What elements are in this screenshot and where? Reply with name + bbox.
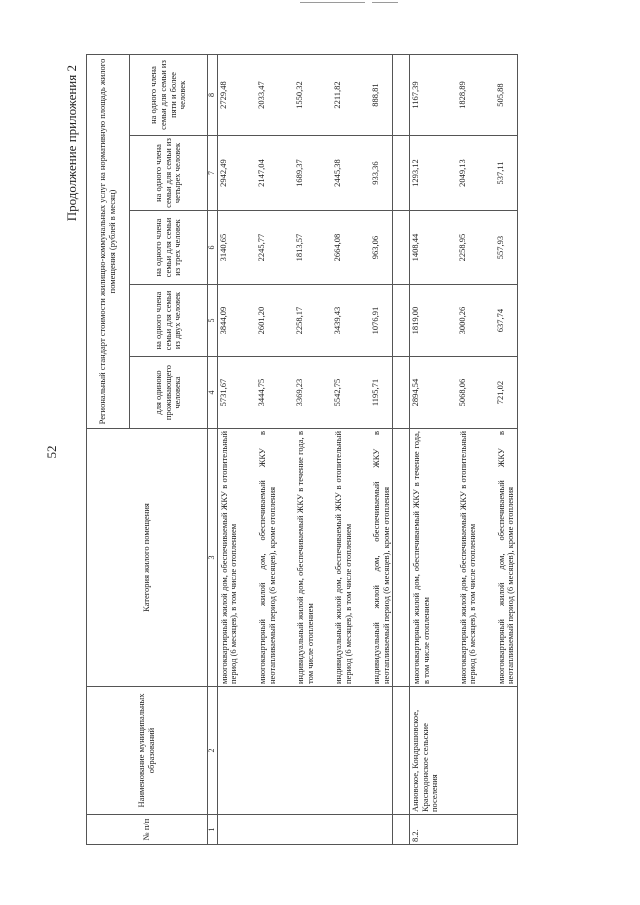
value-cell: 2211,82 [332, 54, 354, 135]
column-number: 3 [208, 429, 218, 687]
value-cell: 888,81 [370, 54, 393, 135]
municipality-cell [332, 687, 354, 815]
value-cell: 3000,26 [457, 285, 479, 357]
row-number [294, 815, 316, 845]
table-row [256, 54, 278, 844]
header-family-5plus: на одного члена семьи для семьи из пяти и более человек [130, 54, 208, 135]
value-cell: 505,88 [495, 54, 518, 135]
value-cell: 1408,44 [410, 211, 441, 285]
category-cell: многоквартирный жилой дом, обеспечиваемый ЖКУ в отопительный период (6 месяцев), в том числе отоплением [457, 429, 479, 687]
value-cell: 2033,47 [256, 54, 278, 135]
value-cell: 2049,13 [457, 136, 479, 211]
value-cell: 1819,00 [410, 285, 441, 357]
row-spacer [316, 54, 332, 844]
housing-cost-standard-table [86, 54, 518, 845]
value-cell: 637,74 [495, 285, 518, 357]
category-cell: индивидуальный жилой дом, обеспечиваемый ЖКУ в неотапливаемый период (6 месяцев), кроме отопления [370, 429, 393, 687]
value-cell: 1167,39 [410, 54, 441, 135]
value-cell: 3444,75 [256, 357, 278, 429]
value-cell: 963,06 [370, 211, 393, 285]
value-cell: 721,02 [495, 357, 518, 429]
header-standard: Региональный стандарт стоимости жилищно-коммунальных услуг на нормативную площадь жилого помещения (рублей в месяц) [87, 54, 130, 428]
value-cell: 3844,09 [217, 285, 240, 357]
value-cell: 1813,57 [294, 211, 316, 285]
column-number: 4 [208, 357, 218, 429]
header-single: для одиноко проживающего человека [130, 357, 208, 429]
category-cell: индивидуальный жилой дом, обеспечиваемый ЖКУ в отопительный период (6 месяцев), в том числе отоплением [332, 429, 354, 687]
value-cell: 3439,43 [332, 285, 354, 357]
table-row [457, 54, 479, 844]
value-cell: 2445,38 [332, 136, 354, 211]
header-municipality: Наименование муниципальных образований [87, 687, 208, 815]
value-cell: 3140,65 [217, 211, 240, 285]
value-cell: 2245,77 [256, 211, 278, 285]
table-row [410, 54, 441, 844]
municipality-cell [256, 687, 278, 815]
category-cell: многоквартирный жилой дом, обеспечиваемый ЖКУ в отопительный период (6 месяцев), в том числе отоплением [217, 429, 240, 687]
row-number [217, 815, 240, 845]
column-number: 6 [208, 211, 218, 285]
header-number: № п/п [87, 815, 208, 845]
value-cell: 933,36 [370, 136, 393, 211]
value-cell: 1828,89 [457, 54, 479, 135]
table-row [217, 54, 240, 844]
municipality-cell [294, 687, 316, 815]
value-cell: 2601,20 [256, 285, 278, 357]
table-row [294, 54, 316, 844]
value-cell: 2258,95 [457, 211, 479, 285]
row-number [370, 815, 393, 845]
value-cell: 557,93 [495, 211, 518, 285]
value-cell: 2258,17 [294, 285, 316, 357]
column-number: 2 [208, 687, 218, 815]
value-cell: 537,11 [495, 136, 518, 211]
municipality-cell [495, 687, 518, 815]
row-spacer [479, 54, 495, 844]
value-cell: 5068,06 [457, 357, 479, 429]
column-number: 5 [208, 285, 218, 357]
category-cell: индивидуальный жилой дом, обеспечиваемый ЖКУ в течение года, в том числе отоплением [294, 429, 316, 687]
value-cell: 1550,32 [294, 54, 316, 135]
value-cell: 1195,71 [370, 357, 393, 429]
header-category: Категория жилого помещения [87, 429, 208, 687]
column-number-row [208, 54, 218, 844]
column-number: 7 [208, 136, 218, 211]
table-row [370, 54, 393, 844]
row-number [332, 815, 354, 845]
category-cell: многоквартирный жилой дом, обеспечиваемый ЖКУ в течение года, в том числе отоплением [410, 429, 441, 687]
table-row [495, 54, 518, 844]
value-cell: 2942,49 [217, 136, 240, 211]
appendix-title: Продолжение приложения 2 [64, 65, 79, 222]
value-cell: 1689,37 [294, 136, 316, 211]
municipality-cell [217, 687, 240, 815]
table-body [217, 54, 517, 844]
value-cell: 1293,12 [410, 136, 441, 211]
municipality-cell [370, 687, 393, 815]
row-spacer [278, 54, 294, 844]
category-cell: многоквартирный жилой дом, обеспечиваемый ЖКУ в неотапливаемый период (6 месяцев), кроме отопления [256, 429, 278, 687]
header-family-2: на одного члена семьи для семьи из двух человек [130, 285, 208, 357]
value-cell: 2147,04 [256, 136, 278, 211]
row-spacer [240, 54, 256, 844]
value-cell: 1076,91 [370, 285, 393, 357]
row-spacer [441, 54, 457, 844]
row-number: 8.2. [410, 815, 441, 845]
municipality-cell [457, 687, 479, 815]
value-cell: 5542,75 [332, 357, 354, 429]
row-spacer [354, 54, 370, 844]
header-family-3: на одного члена семьи для семьи из трех человек [130, 211, 208, 285]
value-cell: 2894,54 [410, 357, 441, 429]
table-row [332, 54, 354, 844]
value-cell: 3369,23 [294, 357, 316, 429]
category-cell: многоквартирный жилой дом, обеспечиваемый ЖКУ в неотапливаемый период (6 месяцев), кроме отопления [495, 429, 518, 687]
value-cell: 2729,48 [217, 54, 240, 135]
value-cell: 2664,08 [332, 211, 354, 285]
row-number [256, 815, 278, 845]
value-cell: 5731,67 [217, 357, 240, 429]
column-number: 1 [208, 815, 218, 845]
row-number [457, 815, 479, 845]
column-number: 8 [208, 54, 218, 135]
header-family-4: на одного члена семьи для семьи из четырех человек [130, 136, 208, 211]
row-spacer [393, 54, 410, 844]
municipality-cell: Анновское, Кондрашовское, Краснодонское сельские поселения [410, 687, 441, 815]
row-number [495, 815, 518, 845]
page-number: 52 [44, 445, 59, 459]
